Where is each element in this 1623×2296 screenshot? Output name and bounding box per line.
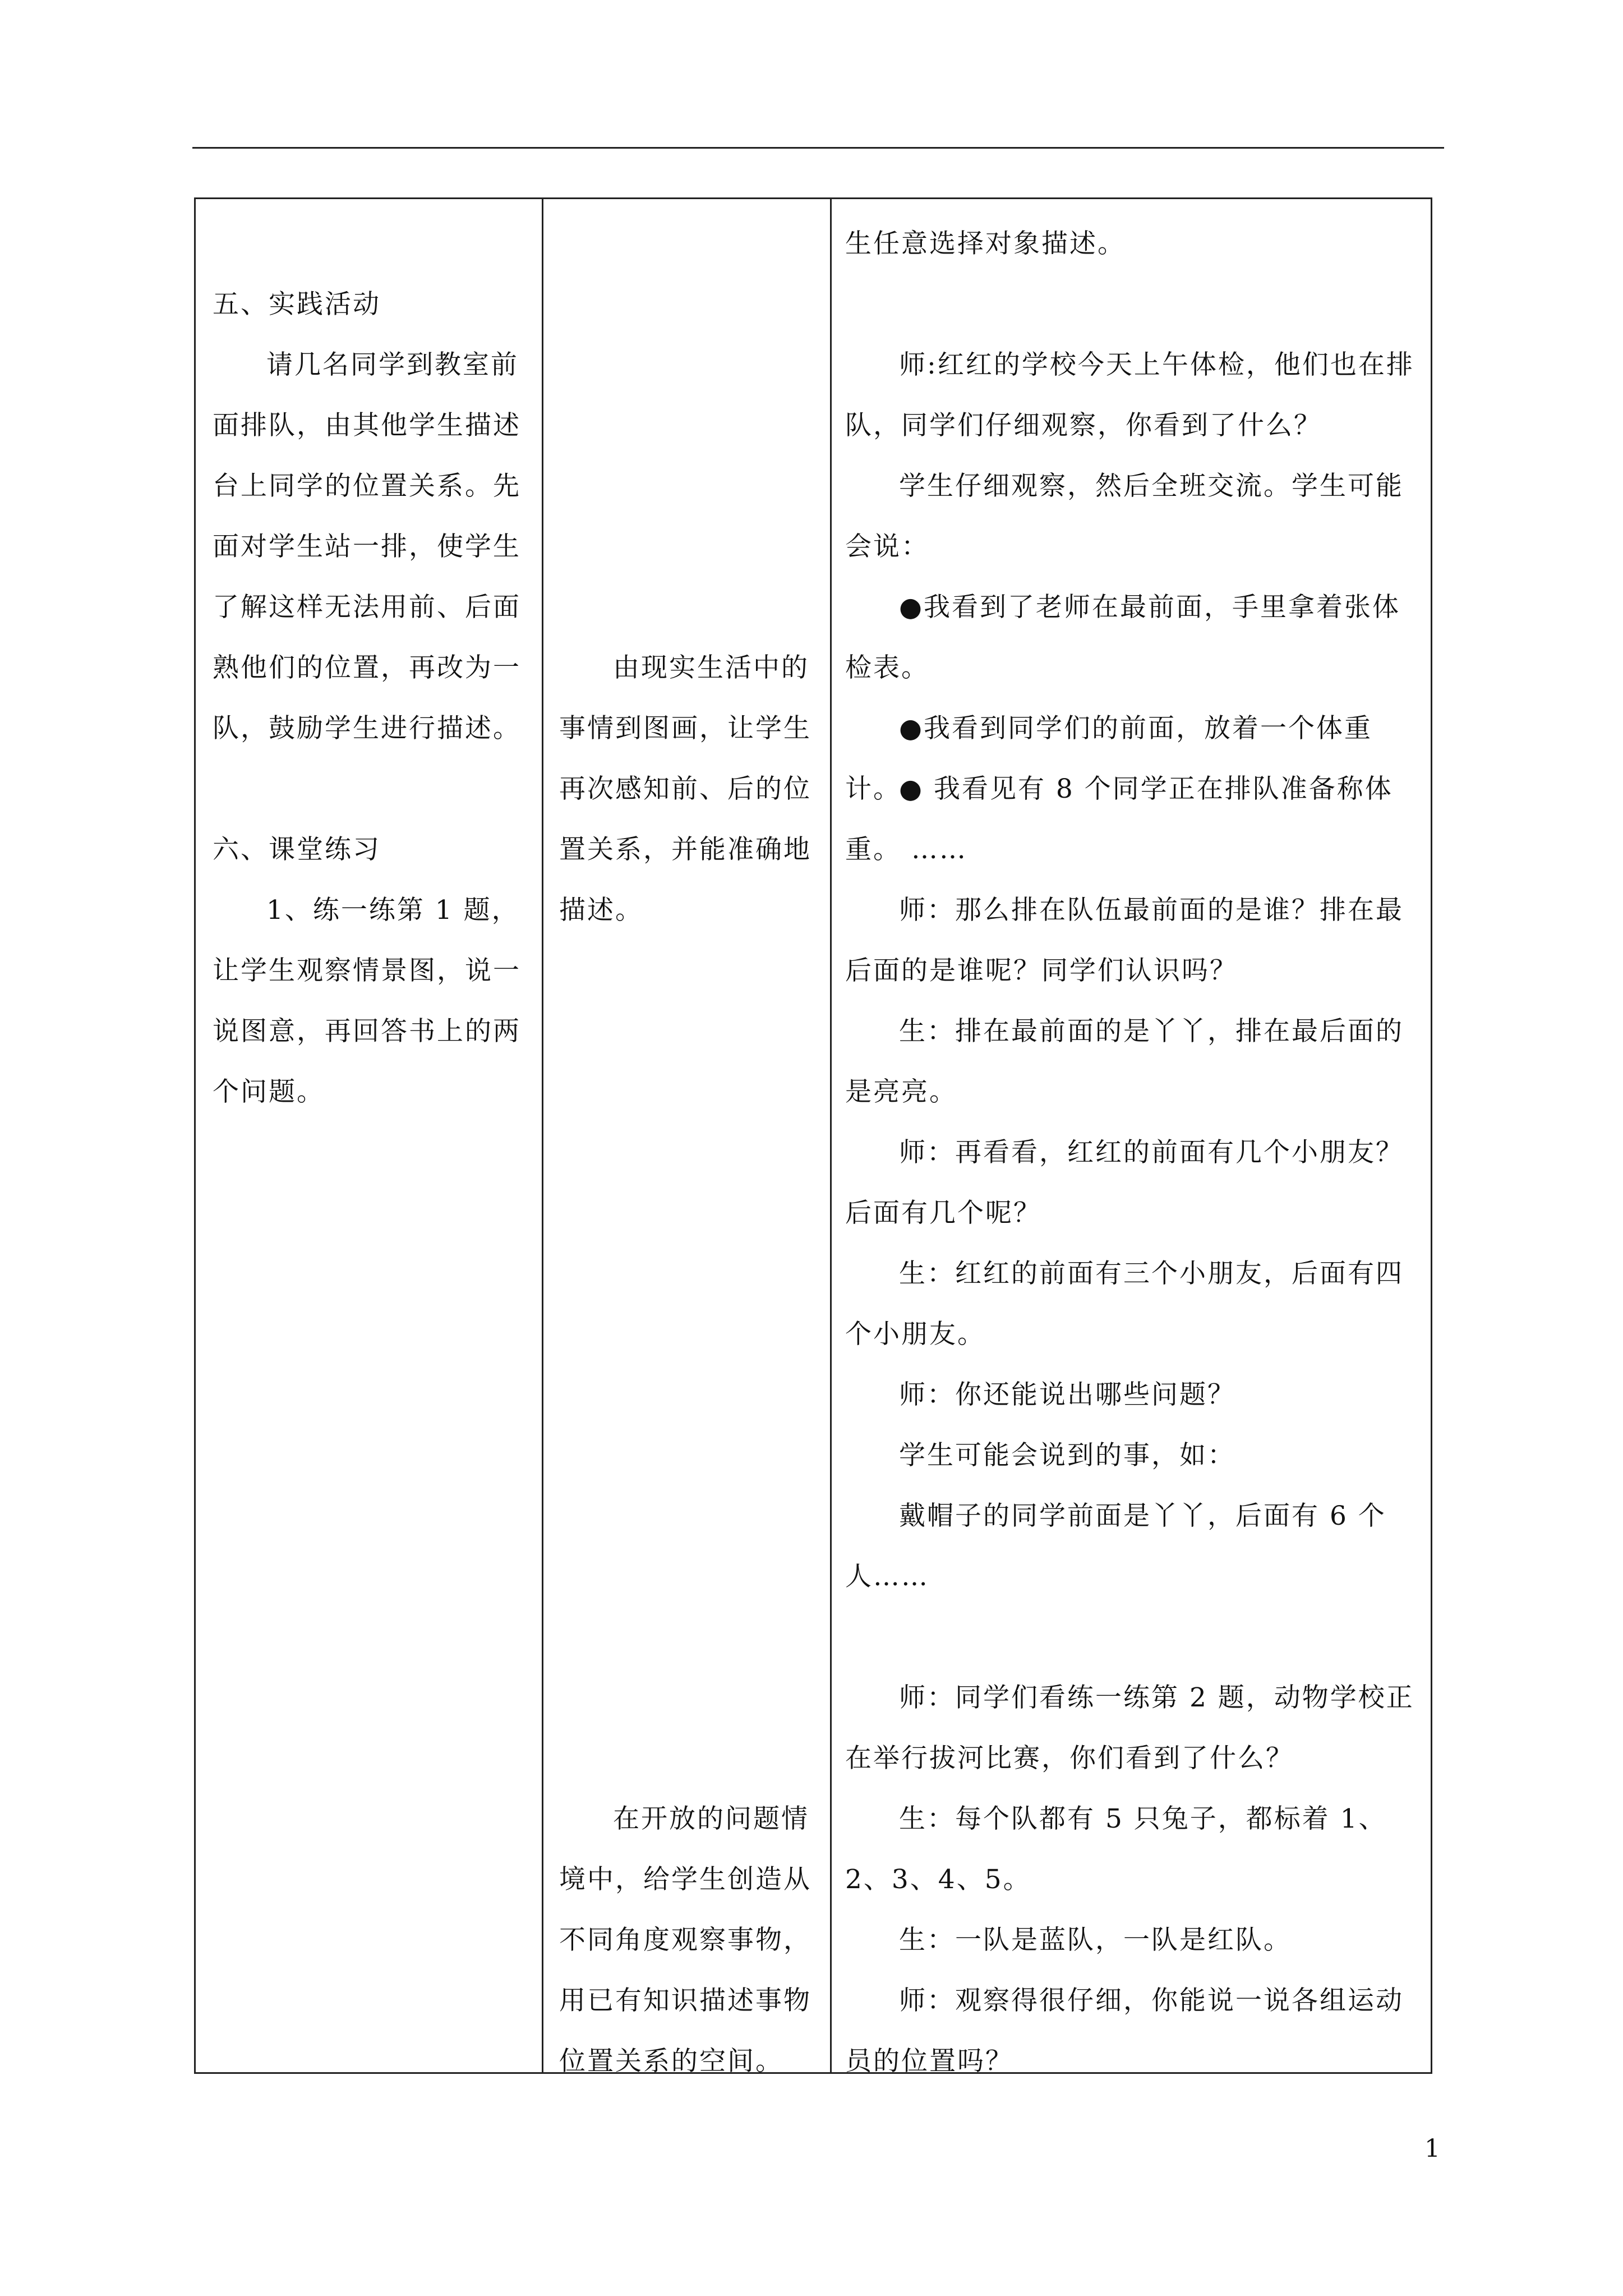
dialogue-line: 生：红红的前面有三个小朋友，后面有四个小朋友。 [845,1258,1404,1350]
dialogue-line: 生：一队是蓝队，一队是红队。 [899,1925,1292,1955]
dialogue-line: 师：再看看，红红的前面有几个小朋友？后面有几个呢？ [845,1137,1404,1228]
teaching-steps-column [196,199,542,2072]
header-rule [192,147,1444,149]
design-note-1: 由现实生活中的事情到图画，让学生再次感知前、后的位置关系，并能准确地描述。 [559,652,811,926]
dialogue-line: 师：那么排在队伍最前面的是谁？排在最后面的是谁呢？同学们认识吗？ [845,895,1404,986]
dialogue-bullet: ● 我看见有 8 个同学正在排队准备称体重。 …… [845,774,1393,865]
section5-text: 请几名同学到教室前面排队，由其他学生描述台上同学的位置关系。先面对学生站一排，使学生了解这样无法用前、后面熟他们的位置，再改为一队，鼓励学生进行描述。 [213,349,521,744]
section6-text: 1、练一练第 1 题，让学生观察情景图，说一说图意，再回答书上的两个问题。 [213,895,521,1107]
dialogue-line: 师:红红的学校今天上午体检，他们也在排队，同学们仔细观察，你看到了什么？ [845,349,1414,441]
dialogue-bullet: ●我看到同学们的前面，放着一个体重计。 [845,713,1373,804]
design-note-2: 在开放的问题情境中，给学生创造从不同角度观察事物，用已有知识描述事物位置关系的空间。 [559,1803,811,2077]
page-number: 1 [1424,2134,1440,2163]
section6-heading: 六、课堂练习 [213,834,381,865]
section5-heading: 五、实践活动 [213,289,381,320]
dialogue-line: 生：排在最前面的是丫丫，排在最后面的是亮亮。 [845,1016,1404,1107]
design-intent-column [543,199,830,2077]
dialogue-line: 师：你还能说出哪些问题？ [899,1379,1235,1410]
dialogue-bullet: ●我看到了老师在最前面，手里拿着张体检表。 [845,592,1401,683]
dialogue-line: 生：每个队都有 5 只兔子，都标着 1、2、3、4、5。 [845,1803,1387,1895]
dialogue-line: 生任意选择对象描述。 [845,228,1126,259]
lesson-plan-table [194,197,1432,2077]
dialogue-line: 师：同学们看练一练第 2 题，动物学校正在举行拔河比赛，你们看到了什么？ [845,1682,1414,1774]
dialogue-line: 学生可能会说到的事，如： [899,1440,1235,1471]
dialogue-line: 学生仔细观察，然后全班交流。学生可能会说： [845,471,1404,562]
classroom-dialogue-column [832,199,1432,2077]
dialogue-line: 戴帽子的同学前面是丫丫，后面有 6 个人…… [845,1501,1386,1592]
dialogue-line: 师：观察得很仔细，你能说一说各组运动员的位置吗？ [845,1985,1404,2077]
